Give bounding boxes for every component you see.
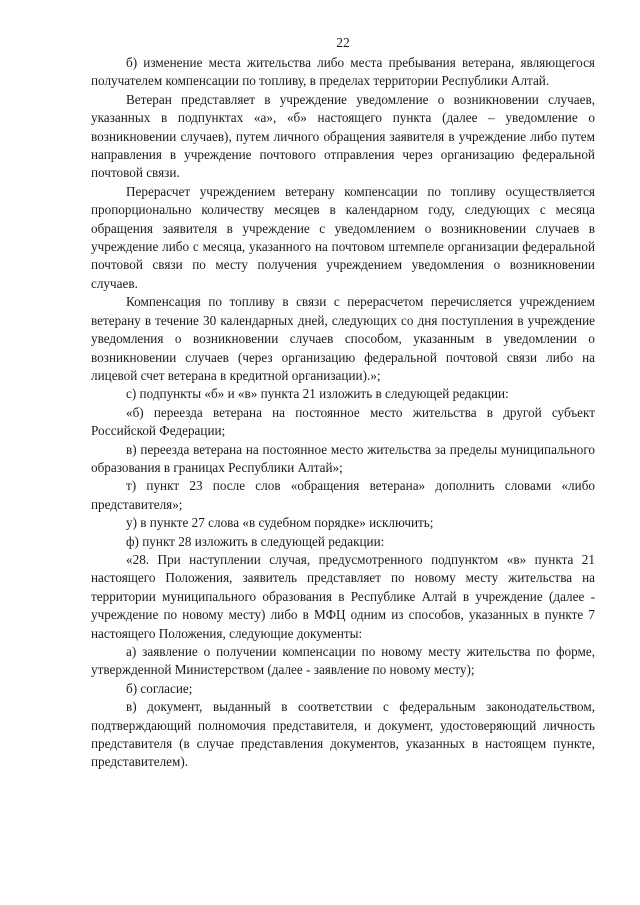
paragraph-subpoint-b-move-region: «б) переезда ветерана на постоянное место жительства в другой субъект Российской Федерации; [91, 404, 595, 439]
paragraph-doc-v-representative: в) документ, выданный в соответствии с федеральным законодательством, подтверждающий полномочия представителя, и документ, удостоверяющий личность представителя (в случае представления документов, указанных в настоящем пункте, представителем). [91, 699, 595, 770]
paragraph-doc-a-application: а) заявление о получении компенсации по новому месту жительства по форме, утвержденной Министерством (далее - заявление по новому месту); [91, 644, 595, 678]
paragraph-amendment-t: т) пункт 23 после слов «обращения ветерана» дополнить словами «либо представителя»; [91, 478, 595, 512]
paragraph-recalculation: Перерасчет учреждением ветерану компенсации по топливу осуществляется пропорционально количеству месяцев в календарном году, следующих с месяца обращения заявителя в учреждение с уведомлением о возникновении случаев в учреждение либо с месяца, указанного на почтовом штемпеле организации федеральной почтовой связи по месту получения учреждением уведомления о возникновении случаев. [91, 183, 595, 291]
paragraph-subpoint-v-move-municipality: в) переезда ветерана на постоянное место жительства за пределы муниципального образования в границах Республики Алтай»; [91, 441, 595, 475]
paragraph-doc-b-consent: б) согласие; [126, 680, 193, 696]
paragraph-point-28: «28. При наступлении случая, предусмотренного подпунктом «в» пункта 21 настоящего Положения, заявитель представляет по новому месту жительства на территории муниципального образования в Республике Алтай в учреждение (далее - учреждение по новому месту) либо в МФЦ одним из способов, указанных в пункте 7 настоящего Положения, следующие документы: [91, 551, 595, 641]
paragraph-amendment-s: с) подпункты «б» и «в» пункта 21 изложить в следующей редакции: [126, 386, 509, 402]
paragraph-compensation-transfer: Компенсация по топливу в связи с перерасчетом перечисляется учреждением ветерану в течение 30 календарных дней, следующих со дня поступления в учреждение уведомления о возникновении случаев способом, указанным в уведомлении о возникновении случаев (через организацию федеральной почтовой связи либо на лицевой счет ветерана в кредитной организации).»; [91, 294, 595, 383]
page-number: 22 [336, 35, 350, 50]
document-page [91, 34, 595, 772]
paragraph-amendment-u: у) в пункте 27 слова «в судебном порядке» исключить; [126, 515, 434, 531]
paragraph-notification-submission: Ветеран представляет в учреждение уведомление о возникновении случаев, указанных в подпунктах «а», «б» настоящего пункта (далее – уведомление о возникновении случаев), путем личного обращения заявителя в учреждение либо путем направления в учреждение почтового отправления через организацию федеральной почтовой связи. [91, 91, 595, 181]
paragraph-amendment-f: ф) пункт 28 изложить в следующей редакции: [126, 533, 385, 549]
paragraph-subpoint-b-change-residence: б) изменение места жительства либо места пребывания ветерана, являющегося получателем компенсации по топливу, в пределах территории Республики Алтай. [91, 55, 595, 89]
